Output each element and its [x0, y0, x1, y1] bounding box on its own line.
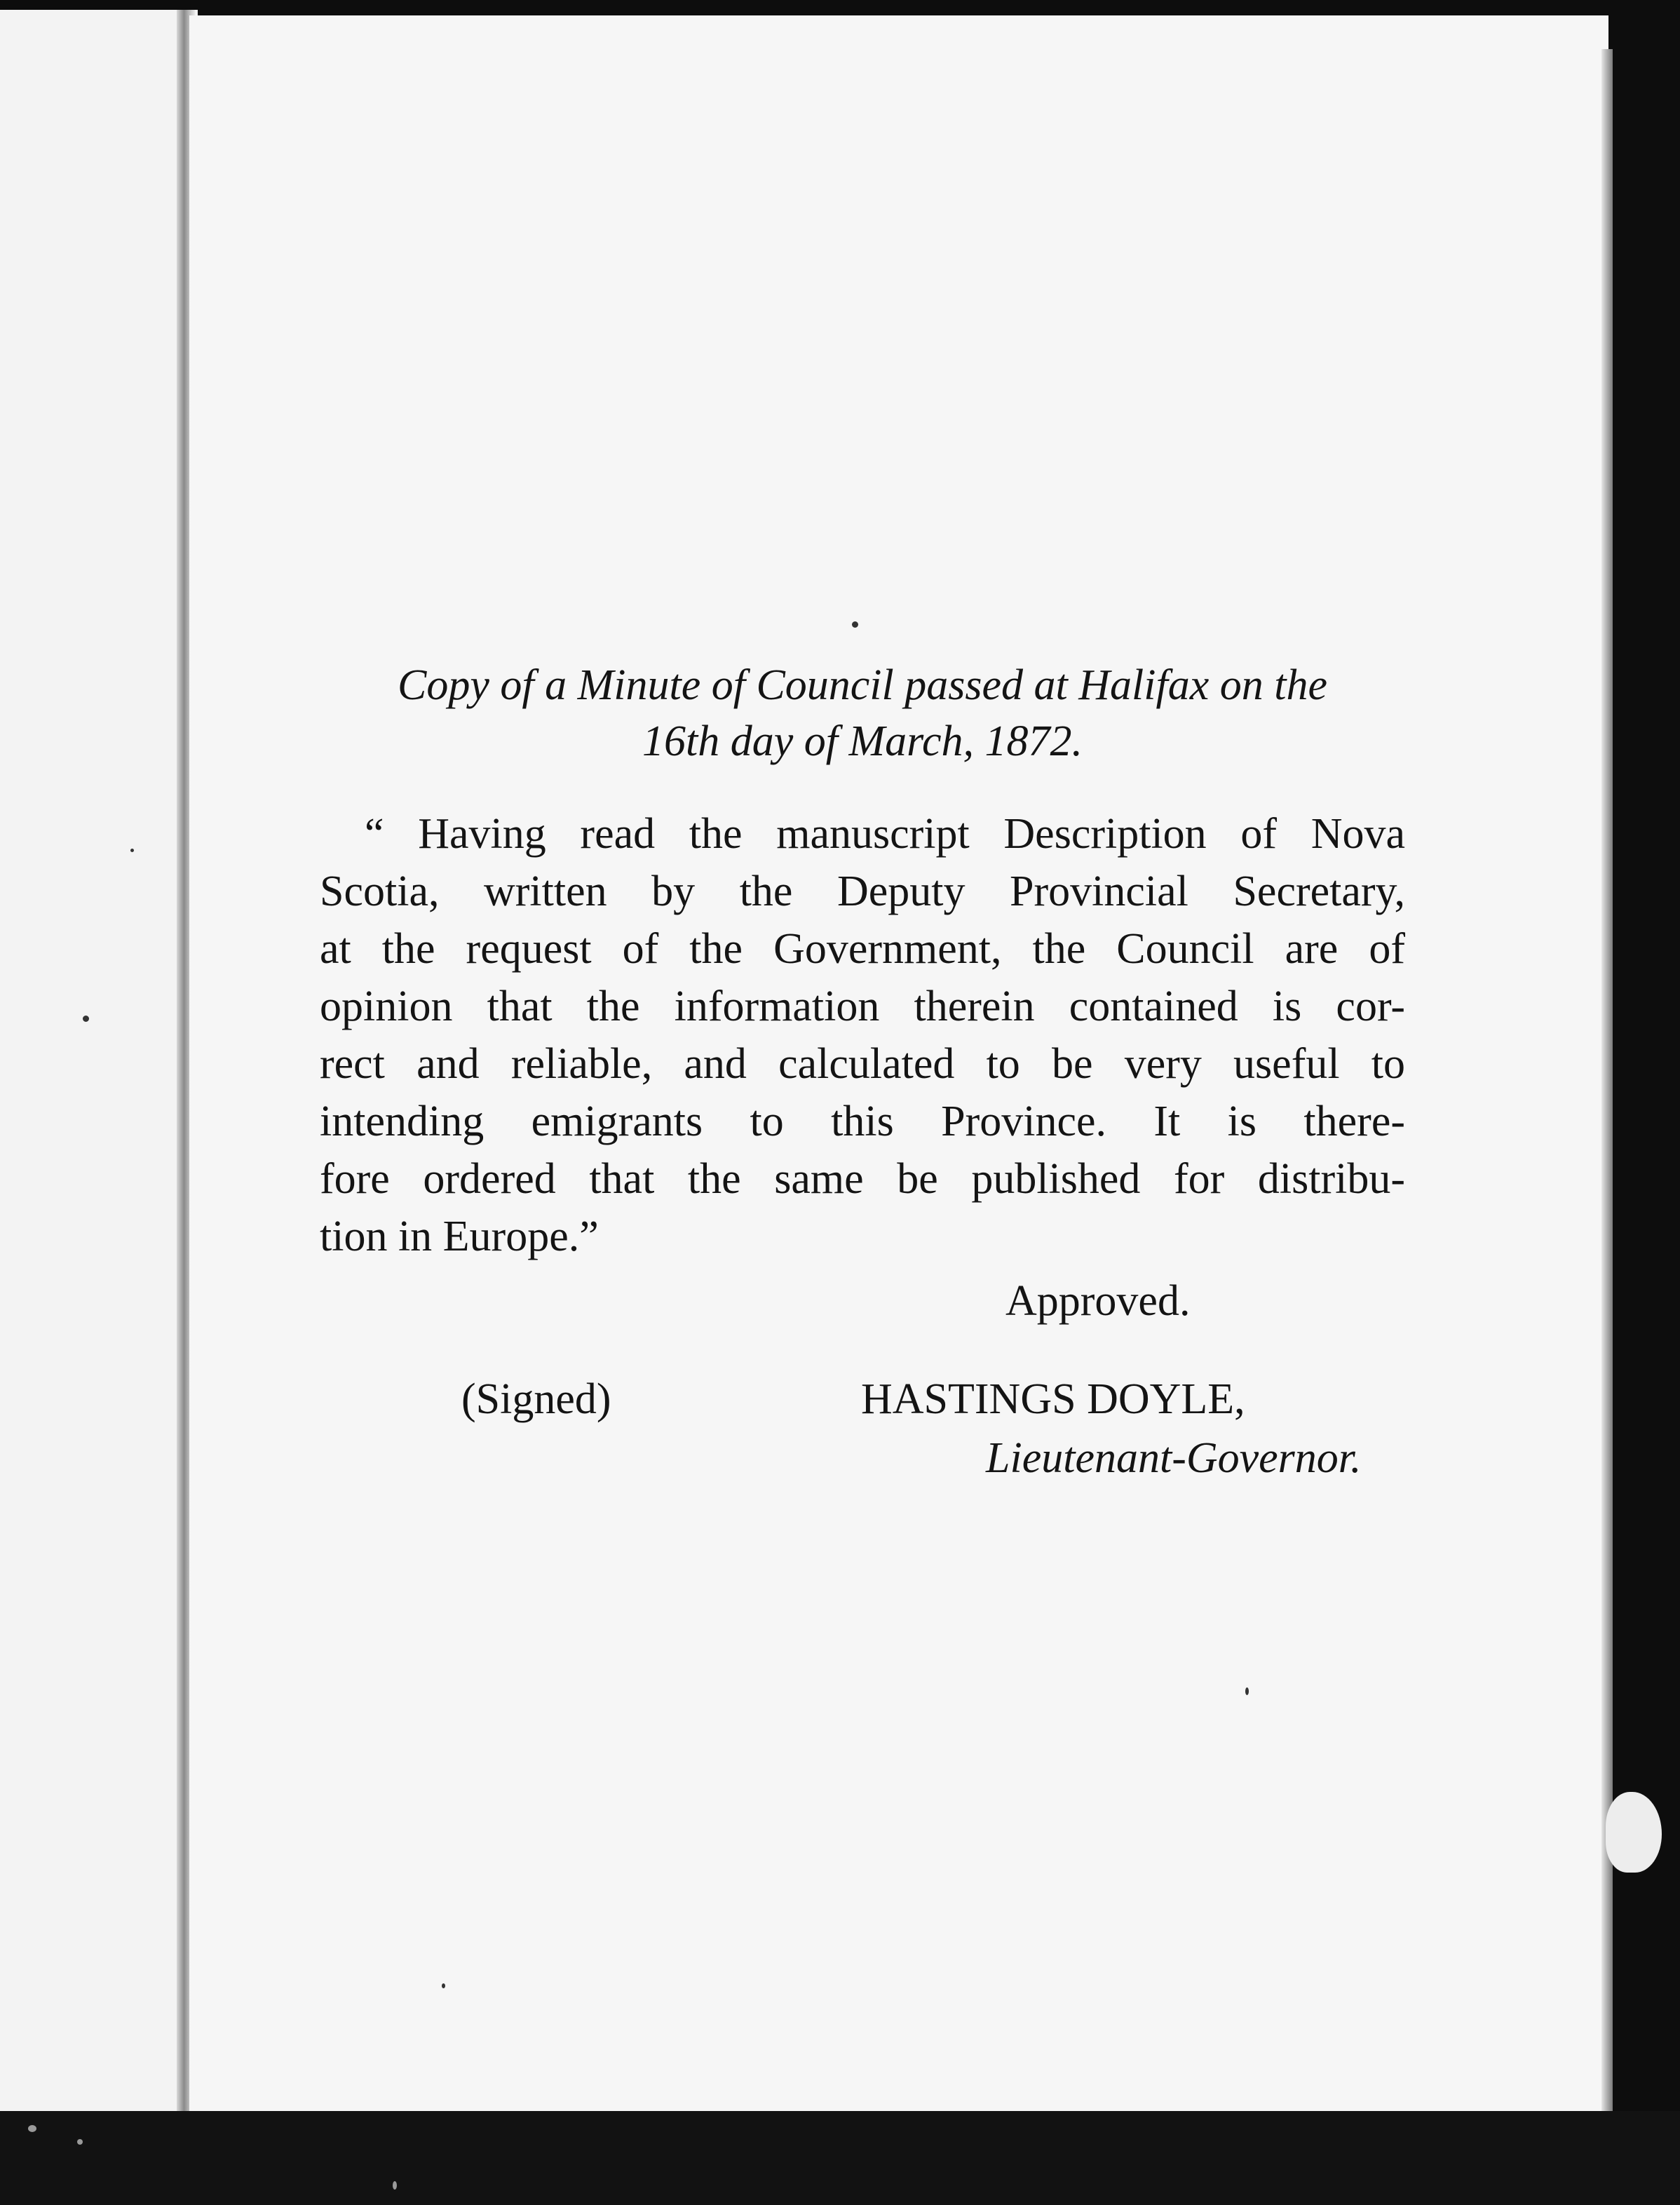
scan-speck — [77, 2139, 83, 2145]
scan-bottom-border — [0, 2111, 1680, 2205]
body-line: opinion that the information therein contained is cor- — [320, 983, 1405, 1030]
scan-speck — [393, 2181, 397, 2190]
binding-gutter — [0, 10, 198, 2119]
body-line: tion in Europe.” — [320, 1213, 599, 1260]
body-line: fore ordered that the same be published for distribu- — [320, 1155, 1405, 1203]
print-speck — [852, 621, 858, 628]
minute-body — [320, 805, 1405, 1265]
body-line: intending emigrants to this Province. It is there- — [320, 1098, 1405, 1145]
minute-heading-line-1: Copy of a Minute of Council passed at Halifax on the — [398, 661, 1327, 709]
body-line: at the request of the Government, the Council are of — [320, 925, 1405, 973]
minute-heading-line-2: 16th day of March, 1872. — [642, 717, 1083, 765]
print-speck — [1245, 1687, 1249, 1695]
print-speck — [130, 849, 134, 852]
body-line: Scotia, written by the Deputy Provincial Secretary, — [320, 868, 1405, 915]
page-edge-shadow — [1601, 49, 1613, 2111]
approved-text: Approved. — [1005, 1277, 1191, 1325]
body-line: rect and reliable, and calculated to be very useful to — [320, 1040, 1405, 1088]
paper-blemish — [1606, 1792, 1662, 1873]
body-line: “ Having read the manuscript Description of Nova — [365, 810, 1405, 858]
signed-text: (Signed) — [461, 1375, 611, 1423]
signatory-name: HASTINGS DOYLE, — [861, 1375, 1245, 1423]
signatory-title: Lieutenant-Governor. — [986, 1434, 1362, 1482]
print-speck — [83, 1016, 89, 1022]
scan-speck — [28, 2125, 36, 2132]
print-speck — [442, 1983, 445, 1988]
